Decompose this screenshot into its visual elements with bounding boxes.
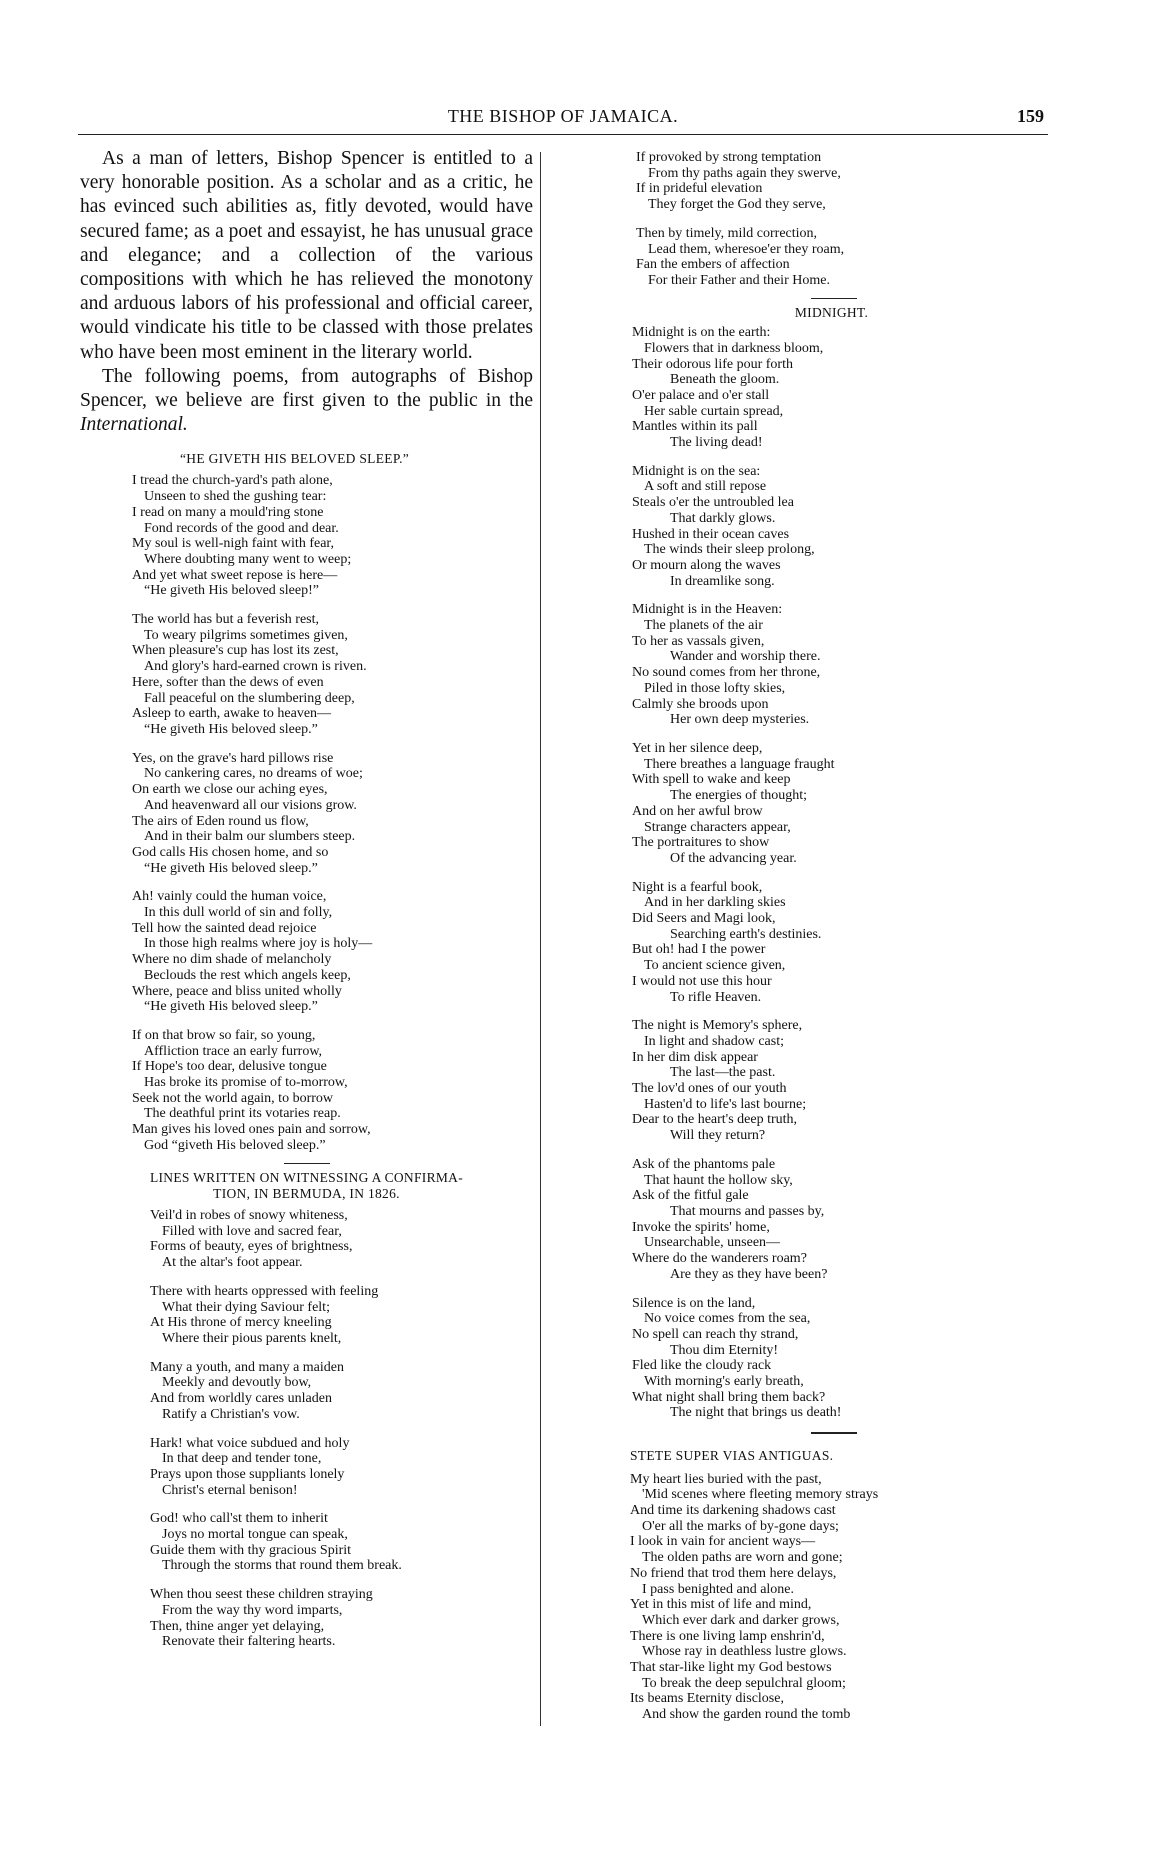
poem-line: And glory's hard-earned crown is riven. [144, 659, 367, 675]
poem-title: “HE GIVETH HIS BELOVED SLEEP.” [180, 451, 410, 467]
poem-line: To rifle Heaven. [670, 989, 762, 1005]
poem-line: But oh! had I the power [632, 942, 766, 958]
poem-line: Which ever dark and darker grows, [642, 1612, 840, 1628]
poem-line: Through the storms that round them break. [162, 1558, 402, 1574]
poem-title-line-1: LINES WRITTEN ON WITNESSING A CONFIRMA- [149, 1170, 464, 1186]
poem-line: God! who call'st them to inherit [150, 1511, 328, 1527]
poem-line: The night that brings us death! [670, 1405, 842, 1421]
poem-line: To break the deep sepulchral gloom; [642, 1675, 846, 1691]
stanza [150, 1208, 533, 1271]
section-separator [811, 298, 857, 300]
poem-confirmation [80, 1170, 533, 1650]
stanza [632, 880, 1031, 1006]
poem-line: Steals o'er the untroubled lea [632, 495, 794, 511]
poem-line: That haunt the hollow sky, [644, 1172, 793, 1188]
stanza [636, 150, 1031, 213]
poem-line: Renovate their faltering hearts. [162, 1634, 336, 1650]
poem-line: In light and shadow cast; [644, 1033, 784, 1049]
poem-line: “He giveth His beloved sleep!” [144, 583, 319, 599]
poem-line: And in their balm our slumbers steep. [144, 829, 356, 845]
poem-line: Beclouds the rest which angels keep, [144, 967, 351, 983]
poem-line: Will they return? [670, 1128, 766, 1144]
poem-title: MIDNIGHT. [794, 305, 869, 321]
poem-line: Fan the embers of affection [636, 257, 790, 273]
poem-line: Ask of the phantoms pale [632, 1156, 776, 1172]
poem-line: In her dim disk appear [632, 1049, 758, 1065]
poem-line: If in prideful elevation [636, 181, 763, 197]
poem-line: Veil'd in robes of snowy whiteness, [150, 1208, 348, 1224]
poem-line: Fall peaceful on the slumbering deep, [144, 690, 355, 706]
poem-line: To ancient science given, [644, 958, 786, 974]
poem-line: No friend that trod them here delays, [630, 1565, 837, 1581]
poem-line: Prays upon those suppliants lonely [150, 1466, 345, 1482]
poem-line: And from worldly cares unladen [150, 1391, 332, 1407]
stanza [632, 1018, 1031, 1144]
poem-line: And show the garden round the tomb [642, 1707, 851, 1723]
stanza [630, 1472, 1031, 1723]
section-separator [811, 1432, 857, 1434]
stanza [150, 1284, 533, 1347]
poem-line: Night is a fearful book, [632, 879, 763, 895]
poem-line: I read on many a mould'ring stone [132, 504, 324, 520]
poem-line: Where do the wanderers roam? [632, 1251, 807, 1267]
poem-line: I pass benighted and alone. [642, 1581, 795, 1597]
poem-line: God “giveth His beloved sleep.” [144, 1137, 326, 1153]
poem-line: The airs of Eden round us flow, [132, 813, 309, 829]
stanza [150, 1436, 533, 1499]
stanza [132, 1028, 533, 1154]
poem-line: Joys no mortal tongue can speak, [162, 1527, 348, 1543]
poem-line: Fled like the cloudy rack [632, 1358, 772, 1374]
prose-paragraph-2: The following poems, from autographs of Bishop Spencer, we believe are first given to the public in the International. [80, 365, 533, 436]
poem-line: And in her darkling skies [644, 895, 786, 911]
page-number: 159 [1017, 106, 1044, 126]
poem-line: Whose ray in deathless lustre glows. [642, 1644, 847, 1660]
stanza [632, 1157, 1031, 1283]
poem-line: I look in vain for ancient ways— [630, 1534, 816, 1550]
poem-midnight [632, 305, 1031, 1421]
poem-line: In this dull world of sin and folly, [144, 905, 333, 921]
poem-line: If on that brow so fair, so young, [132, 1027, 316, 1043]
poem-line: Tell how the sainted dead rejoice [132, 920, 317, 936]
intro-prose [80, 147, 533, 437]
poem-line: For their Father and their Home. [648, 272, 830, 288]
poem-line: Yet in her silence deep, [632, 741, 763, 756]
poem-line: With spell to wake and keep [632, 772, 791, 788]
poem-line: Meekly and devoutly bow, [162, 1375, 312, 1391]
poem-line: The deathful print its votaries reap. [144, 1106, 341, 1122]
poem-line: Dear to the heart's deep truth, [632, 1112, 798, 1128]
poem-line: Yes, on the grave's hard pillows rise [132, 750, 334, 766]
poem-line: When pleasure's cup has lost its zest, [132, 643, 339, 659]
poem-line: Where doubting many went to weep; [144, 551, 352, 567]
poem-line: Ratify a Christian's vow. [162, 1406, 300, 1422]
poem-line: In dreamlike song. [670, 573, 775, 589]
poem-line: To weary pilgrims sometimes given, [144, 627, 348, 643]
poem-line: Christ's eternal benison! [162, 1482, 298, 1498]
poem-giveth-sleep [132, 451, 533, 1153]
poem-line: The world has but a feverish rest, [132, 612, 319, 628]
poem-line: There is one living lamp enshrin'd, [630, 1628, 825, 1644]
poem-line: What their dying Saviour felt; [162, 1299, 330, 1315]
poem-line: Flowers that in darkness bloom, [644, 340, 824, 356]
poem-line: “He giveth His beloved sleep.” [144, 999, 318, 1015]
poem-line: Where their pious parents knelt, [162, 1330, 342, 1346]
poem-line: Lead them, wheresoe'er they roam, [648, 241, 845, 257]
poem-line: My heart lies buried with the past, [630, 1471, 822, 1487]
poem-line: The planets of the air [644, 618, 763, 634]
poem-line: They forget the God they serve, [648, 197, 826, 213]
stanza [132, 751, 533, 877]
poem-line: God calls His chosen home, and so [132, 844, 329, 860]
poem-line: Yet in this mist of life and mind, [630, 1597, 812, 1613]
poem-line: Midnight is on the earth: [632, 325, 771, 341]
poem-stete-super [630, 1448, 1031, 1723]
poem-line: From the way thy word imparts, [162, 1602, 343, 1618]
poem-line: Are they as they have been? [670, 1266, 828, 1282]
poem-line: With morning's early breath, [644, 1374, 804, 1390]
poem-line: In those high realms where joy is holy— [144, 936, 373, 952]
poem-line: Affliction trace an early furrow, [144, 1043, 323, 1059]
poem-line: “He giveth His beloved sleep.” [144, 860, 318, 876]
poem-line: The last—the past. [670, 1065, 776, 1081]
poem-line: Silence is on the land, [632, 1295, 756, 1311]
poem-line: Guide them with thy gracious Spirit [150, 1542, 352, 1558]
poem-line: O'er palace and o'er stall [632, 387, 770, 403]
poem-line: If provoked by strong temptation [636, 150, 822, 165]
poem-line: Unseen to shed the gushing tear: [144, 489, 327, 505]
poem-title: STETE SUPER VIAS ANTIGUAS. [630, 1447, 834, 1463]
poem-line: Man gives his loved ones pain and sorrow, [132, 1122, 371, 1138]
poem-line: At the altar's foot appear. [162, 1255, 303, 1271]
poem-line: Unsearchable, unseen— [644, 1235, 781, 1251]
poem-line: There with hearts oppressed with feeling [150, 1283, 379, 1299]
poem-line: At His throne of mercy kneeling [150, 1315, 332, 1331]
poem-line: Then by timely, mild correction, [636, 225, 818, 241]
poem-line: Fond records of the good and dear. [144, 520, 339, 536]
poem-line: Mantles within its pall [632, 419, 758, 435]
poem-line: Midnight is in the Heaven: [632, 602, 783, 618]
poem-line: Filled with love and sacred fear, [162, 1223, 342, 1239]
running-header [78, 106, 1048, 135]
poem-title-line-2: TION, IN BERMUDA, IN 1826. [213, 1186, 400, 1202]
poem-line: If Hope's too dear, delusive tongue [132, 1059, 327, 1075]
poem-line: Thou dim Eternity! [670, 1342, 779, 1358]
poem-line: What night shall bring them back? [632, 1389, 826, 1405]
poem-line: Its beams Eternity disclose, [630, 1691, 784, 1707]
poem-line: In that deep and tender tone, [162, 1451, 322, 1467]
poem-line: No spell can reach thy strand, [632, 1326, 799, 1342]
poem-line: Where, peace and bliss united wholly [132, 983, 342, 999]
poem-line: The energies of thought; [670, 788, 807, 804]
section-separator [284, 1163, 330, 1165]
poem-line: Did Seers and Magi look, [632, 911, 776, 927]
running-title: THE BISHOP OF JAMAICA. [447, 106, 679, 126]
poem-line: Wander and worship there. [670, 649, 821, 665]
poem-line: Where no dim shade of melancholy [132, 952, 332, 968]
stanza [150, 1511, 533, 1574]
prose-paragraph-1: As a man of letters, Bishop Spencer is entitled to a very honorable position. As a scholar and as a critic, he has evinced such abilities as, fitly devoted, would have secured fame; as a poet and essayist, he has unusual grace and elegance; and a collection of the various compositions with which he has relieved the monotony and arduous labors of his professional and official career, would vindicate his title to be classed with those prelates who have been most eminent in the literary world. [80, 148, 533, 363]
poem-confirmation-continued [636, 150, 1031, 289]
poem-line: Hasten'd to life's last bourne; [644, 1096, 807, 1112]
poem-line: Ask of the fitful gale [632, 1188, 749, 1204]
poem-line: Or mourn along the waves [632, 557, 781, 573]
poem-line: The night is Memory's sphere, [632, 1018, 803, 1034]
poem-line: Forms of beauty, eyes of brightness, [150, 1239, 353, 1255]
poem-line: Calmly she broods upon [632, 696, 769, 712]
poem-line: That star-like light my God bestows [630, 1660, 832, 1676]
poem-line: On earth we close our aching eyes, [132, 782, 328, 798]
poem-line: Ah! vainly could the human voice, [132, 889, 327, 905]
poem-line: No voice comes from the sea, [644, 1311, 811, 1327]
poem-line: Of the advancing year. [670, 850, 797, 866]
poem-line: 'Mid scenes where fleeting memory strays [642, 1487, 879, 1503]
stanza [132, 473, 533, 599]
poem-line: Strange characters appear, [644, 819, 791, 835]
poem-line: Seek not the world again, to borrow [132, 1090, 334, 1106]
poem-line: “He giveth His beloved sleep.” [144, 721, 318, 737]
poem-line: From thy paths again they swerve, [648, 165, 841, 181]
poem-line: When thou seest these children straying [150, 1587, 373, 1603]
poem-line: Searching earth's destinies. [670, 926, 822, 942]
italic-publication-name: International. [80, 414, 188, 436]
stanza [150, 1587, 533, 1650]
left-column [80, 147, 533, 1663]
poem-line: O'er all the marks of by-gone days; [642, 1518, 839, 1534]
poem-line: Their odorous life pour forth [632, 356, 793, 372]
stanza [632, 1296, 1031, 1422]
column-divider [540, 152, 541, 1726]
poem-line: The olden paths are worn and gone; [642, 1550, 843, 1566]
poem-line: Invoke the spirits' home, [632, 1219, 770, 1235]
poem-line: Asleep to earth, awake to heaven— [132, 706, 332, 722]
poem-line: No sound comes from her throne, [632, 665, 821, 681]
poem-line: To her as vassals given, [632, 633, 765, 649]
poem-line: And time its darkening shadows cast [630, 1503, 836, 1519]
poem-line: Then, thine anger yet delaying, [150, 1618, 325, 1634]
poem-line: And yet what sweet repose is here— [132, 567, 338, 583]
poem-line: Hark! what voice subdued and holy [150, 1435, 350, 1451]
stanza [132, 889, 533, 1015]
poem-line: Her sable curtain spread, [644, 403, 784, 419]
poem-line: The living dead! [670, 435, 763, 451]
poem-line: The lov'd ones of our youth [632, 1081, 787, 1097]
poem-line: Hushed in their ocean caves [632, 526, 790, 542]
stanza [636, 226, 1031, 289]
stanza [632, 464, 1031, 590]
poem-line: No cankering cares, no dreams of woe; [144, 766, 363, 782]
poem-line: That mourns and passes by, [670, 1203, 825, 1219]
poem-line: And on her awful brow [632, 803, 763, 819]
poem-line: Beneath the gloom. [670, 372, 780, 388]
poem-line: Has broke its promise of to-morrow, [144, 1075, 348, 1091]
poem-line: And heavenward all our visions grow. [144, 797, 357, 813]
stanza [150, 1360, 533, 1423]
poem-line: I would not use this hour [632, 973, 772, 989]
poem-line: Midnight is on the sea: [632, 463, 761, 479]
poem-line: I tread the church-yard's path alone, [132, 473, 333, 489]
poem-line: There breathes a language fraught [644, 756, 835, 772]
poem-line: The winds their sleep prolong, [644, 542, 815, 558]
poem-line: Here, softer than the dews of even [132, 674, 324, 690]
poem-line: Piled in those lofty skies, [644, 680, 786, 696]
stanza [132, 612, 533, 738]
right-column [630, 150, 1031, 1736]
poem-line: The portraitures to show [632, 835, 770, 851]
stanza [632, 741, 1031, 867]
poem-line: Her own deep mysteries. [670, 712, 810, 728]
poem-line: Many a youth, and many a maiden [150, 1359, 345, 1375]
poem-line: That darkly glows. [670, 510, 776, 526]
stanza [632, 602, 1031, 728]
poem-line: My soul is well-nigh faint with fear, [132, 536, 335, 552]
stanza [632, 325, 1031, 451]
poem-line: A soft and still repose [644, 479, 767, 495]
